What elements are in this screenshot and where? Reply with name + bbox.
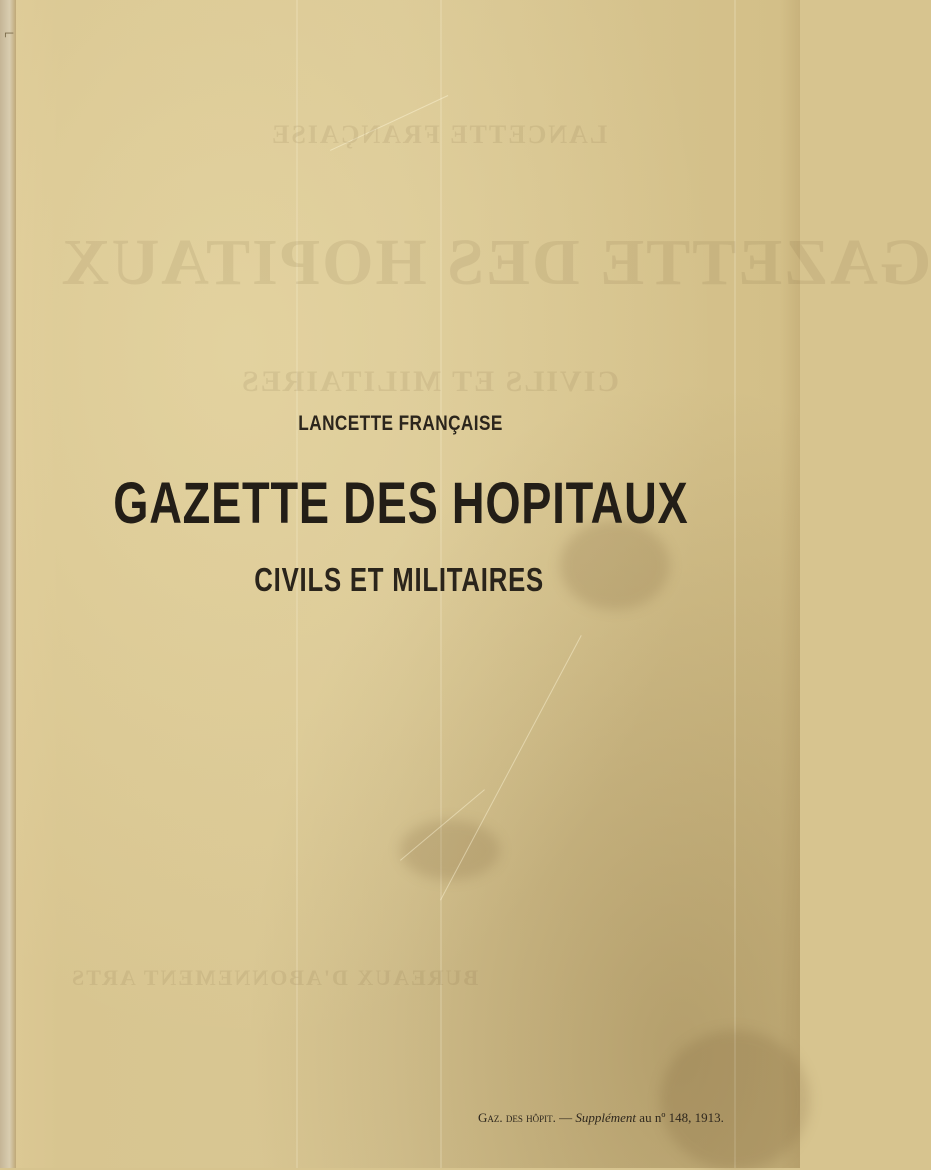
corner-mark-icon: ⌐ [4, 23, 15, 43]
page-title: GAZETTE DES HOPITAUX [113, 471, 689, 536]
supplement-note [478, 1110, 724, 1126]
journal-abbreviation: Gaz. des hôpit. [478, 1110, 556, 1125]
supplement-label: Supplément [575, 1110, 637, 1125]
dash-separator: — [555, 1110, 576, 1125]
paper-fold-line [734, 0, 736, 1168]
show-through-text: LANCETTE FRANÇAISE [270, 120, 608, 149]
paper-stain [660, 1030, 810, 1170]
issue-number: au nº 148, 1913. [636, 1110, 724, 1125]
paper-stain [400, 820, 500, 880]
show-through-text: GAZETTE DES HOPITAUX [60, 226, 931, 299]
subtitle: CIVILS ET MILITAIRES [254, 561, 544, 598]
show-through-text: BUREAUX D'ABONNEMENT ARTS [70, 965, 479, 990]
show-through-text: CIVILS ET MILITAIRES [240, 365, 620, 398]
paper-crease [440, 635, 582, 900]
pre-title: LANCETTE FRANÇAISE [298, 412, 503, 435]
binding-edge [0, 0, 16, 1168]
